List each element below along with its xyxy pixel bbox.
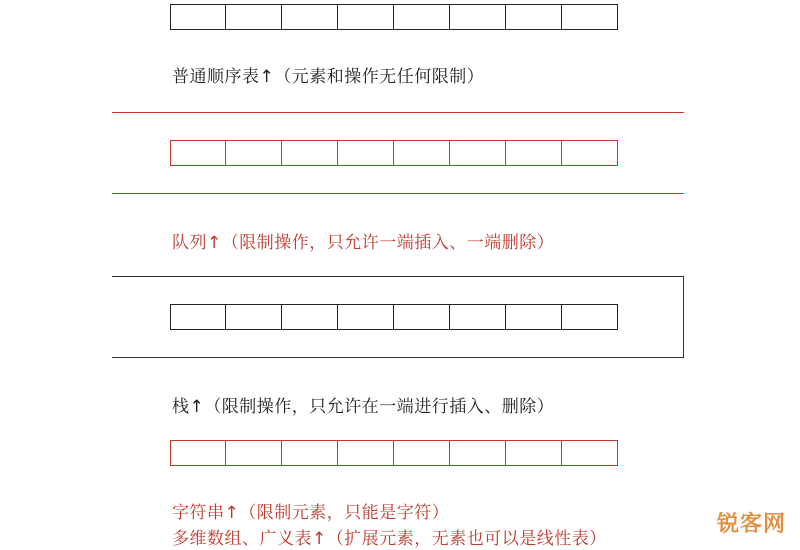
array-cell <box>394 140 450 166</box>
array-cell <box>506 304 562 330</box>
array-cell <box>450 440 506 466</box>
array-cell <box>394 440 450 466</box>
array-cell <box>226 440 282 466</box>
array-row-queue <box>170 140 618 166</box>
array-cell <box>450 4 506 30</box>
array-cell <box>282 4 338 30</box>
array-cell <box>338 4 394 30</box>
caption-list: 普通顺序表↑（元素和操作无任何限制） <box>172 67 485 87</box>
array-cell <box>506 4 562 30</box>
array-cell <box>506 440 562 466</box>
array-row-stack <box>170 304 618 330</box>
array-cell <box>282 140 338 166</box>
watermark-logo: 锐客网 <box>716 512 786 537</box>
caption-queue: 队列↑（限制操作，只允许一端插入、一端删除） <box>172 233 555 253</box>
array-cell <box>338 140 394 166</box>
array-row-string <box>170 440 618 466</box>
array-cell <box>450 140 506 166</box>
array-cell <box>226 4 282 30</box>
caption-string: 字符串↑（限制元素，只能是字符） <box>172 503 450 523</box>
array-cell <box>170 304 226 330</box>
array-cell <box>282 440 338 466</box>
array-cell <box>562 4 618 30</box>
caption-stack: 栈↑（限制操作，只允许在一端进行插入、删除） <box>172 397 555 417</box>
array-cell <box>282 304 338 330</box>
array-cell <box>450 304 506 330</box>
array-cell <box>562 140 618 166</box>
array-cell <box>226 140 282 166</box>
caption-multi: 多维数组、广义表↑（扩展元素，无素也可以是线性表） <box>172 529 607 549</box>
array-row-list <box>170 4 618 30</box>
array-cell <box>506 140 562 166</box>
array-cell <box>338 304 394 330</box>
array-cell <box>562 440 618 466</box>
queue-bottom-line <box>112 193 684 194</box>
array-cell <box>338 440 394 466</box>
array-cell <box>394 4 450 30</box>
queue-top-line <box>112 112 684 113</box>
array-cell <box>562 304 618 330</box>
array-cell <box>170 4 226 30</box>
array-cell <box>170 440 226 466</box>
array-cell <box>226 304 282 330</box>
array-cell <box>170 140 226 166</box>
array-cell <box>394 304 450 330</box>
